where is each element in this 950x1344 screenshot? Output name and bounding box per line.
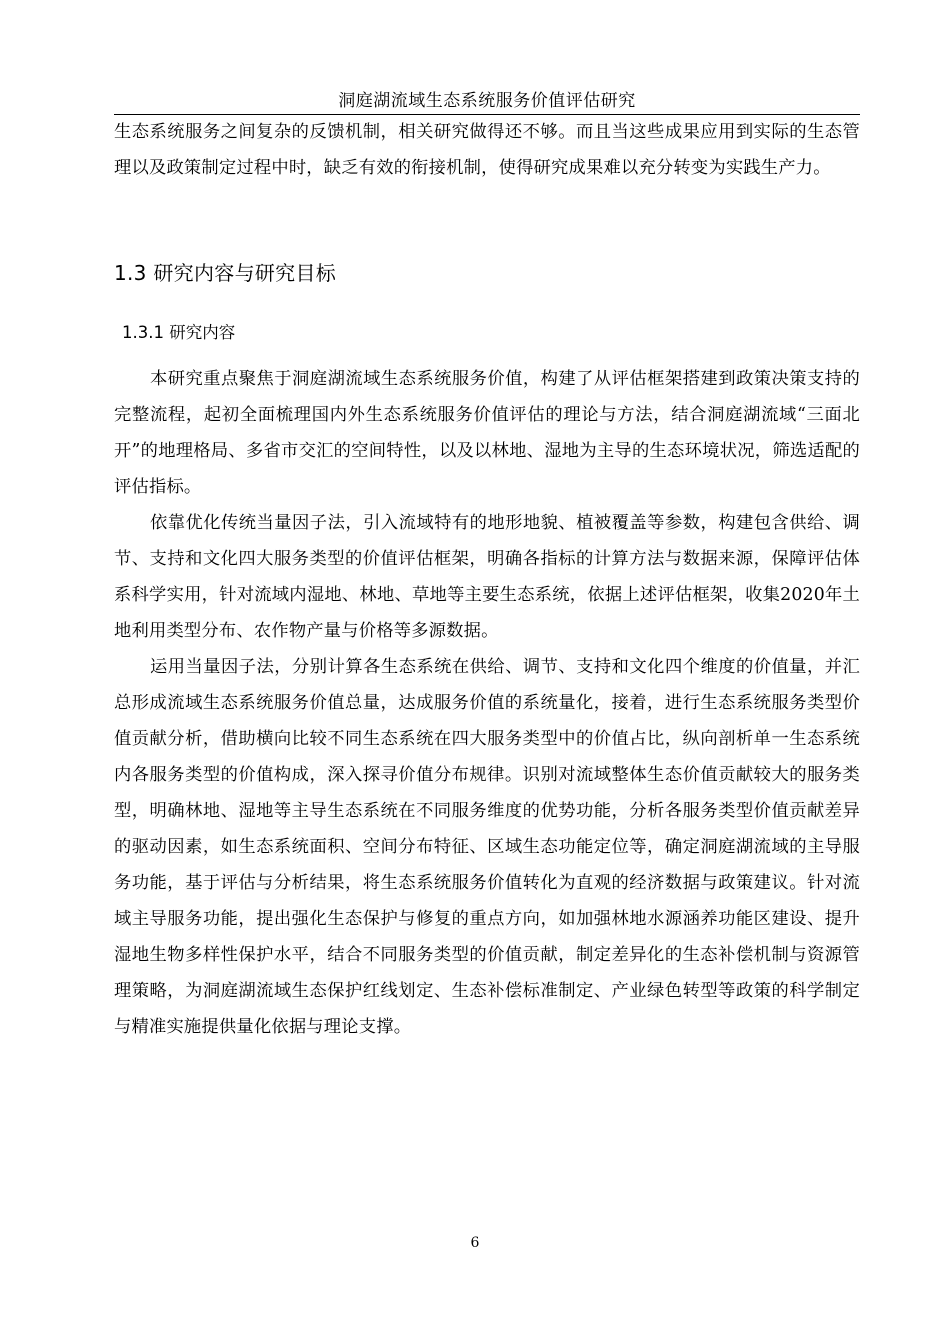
body-paragraph-1: 本研究重点聚焦于洞庭湖流域生态系统服务价值，构建了从评估框架搭建到政策决策支持的完整流程，起初全面梳理国内外生态系统服务价值评估的理论与方法，结合洞庭湖流域“三面北开”的地理格局、多省市交汇的空间特性，以及以林地、湿地为主导的生态环境状况，筛选适配的评估指标。 xyxy=(114,369,860,497)
subsection-heading: 1.3.1 研究内容 xyxy=(122,323,236,342)
section-heading: 1.3 研究内容与研究目标 xyxy=(114,261,337,285)
running-header: 洞庭湖流域生态系统服务价值评估研究 xyxy=(338,91,636,111)
page-content xyxy=(114,114,860,1037)
body-text xyxy=(114,361,860,1045)
body-paragraph-3: 运用当量因子法，分别计算各生态系统在供给、调节、支持和文化四个维度的价值量，并汇总形成流域生态系统服务价值总量，达成服务价值的系统量化，接着，进行生态系统服务类型价值贡献分析，借助横向比较不同生态系统在四大服务类型中的价值占比，纵向剖析单一生态系统内各服务类型的价值构成，深入探寻价值分布规律。识别对流域整体生态价值贡献较大的服务类型，明确林地、湿地等主导生态系统在不同服务维度的优势功能，分析各服务类型价值贡献差异的驱动因素，如生态系统面积、空间分布特征、区域生态功能定位等，确定洞庭湖流域的主导服务功能，基于评估与分析结果，将生态系统服务价值转化为直观的经济数据与政策建议。针对流域主导服务功能，提出强化生态保护与修复的重点方向，如加强林地水源涵养功能区建设、提升湿地生物多样性保护水平，结合不同服务类型的价值贡献，制定差异化的生态补偿机制与资源管理策略，为洞庭湖流域生态保护红线划定、生态补偿标准制定、产业绿色转型等政策的科学制定与精准实施提供量化依据与理论支撑。 xyxy=(114,657,860,1037)
body-paragraph-2: 依靠优化传统当量因子法，引入流域特有的地形地貌、植被覆盖等参数，构建包含供给、调节、支持和文化四大服务类型的价值评估框架，明确各指标的计算方法与数据来源，保障评估体系科学实用，针对流域内湿地、林地、草地等主要生态系统，依据上述评估框架，收集2020年土地利用类型分布、农作物产量与价格等多源数据。 xyxy=(114,513,860,641)
continuation-paragraph: 生态系统服务之间复杂的反馈机制，相关研究做得还不够。而且当这些成果应用到实际的生态管理以及政策制定过程中时，缺乏有效的衔接机制，使得研究成果难以充分转变为实践生产力。 xyxy=(114,122,860,178)
page-number: 6 xyxy=(470,1235,480,1251)
